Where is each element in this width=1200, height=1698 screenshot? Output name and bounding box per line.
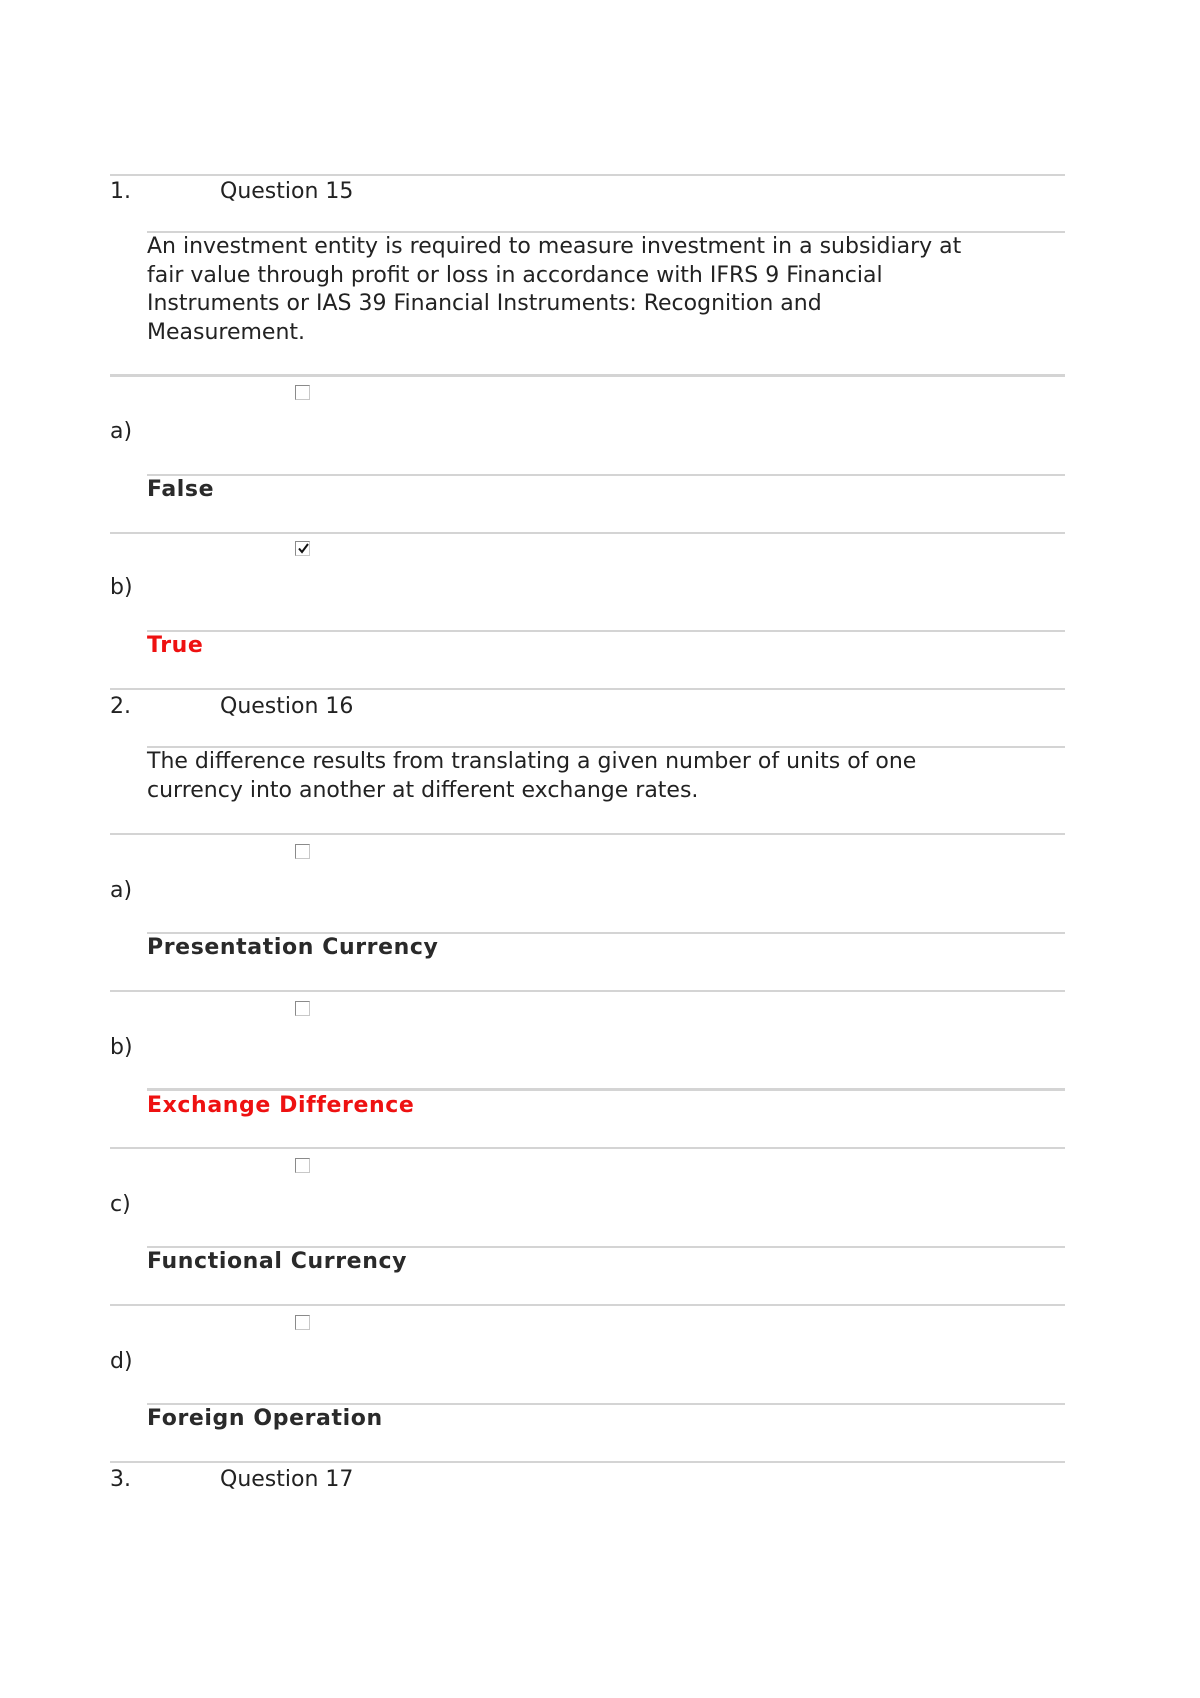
divider <box>110 174 1065 176</box>
option-divider <box>110 1147 1065 1149</box>
divider <box>147 474 1065 476</box>
question-title: Question 16 <box>220 694 354 719</box>
option-divider <box>110 990 1065 992</box>
option-letter: b) <box>110 575 133 600</box>
option-checkbox[interactable] <box>295 385 310 400</box>
question-text: The difference results from translating a given number of units of one currency into another at different exchange rates. <box>147 749 917 803</box>
option-divider <box>110 374 1065 377</box>
check-icon <box>297 542 310 555</box>
option-label: Functional Currency <box>147 1249 408 1274</box>
divider <box>147 932 1065 934</box>
option-label: False <box>147 477 215 502</box>
option-letter: c) <box>110 1192 131 1217</box>
option-label-correct: True <box>147 633 204 658</box>
divider <box>110 1461 1065 1463</box>
option-divider <box>110 1304 1065 1306</box>
question-number: 3. <box>110 1467 131 1492</box>
divider <box>147 1246 1065 1248</box>
option-divider <box>110 532 1065 534</box>
option-letter: d) <box>110 1349 133 1374</box>
divider <box>147 1088 1065 1091</box>
divider <box>147 1403 1065 1405</box>
question-title: Question 15 <box>220 179 354 204</box>
question-text: An investment entity is required to measure investment in a subsidiary at fair value through profit or loss in accordance with IFRS 9 Financial Instruments or IAS 39 Financial Instruments: Recognition and Measurement. <box>147 234 962 345</box>
question-number: 2. <box>110 694 131 719</box>
option-checkbox-checked[interactable] <box>295 541 310 556</box>
option-label-correct: Exchange Difference <box>147 1093 415 1118</box>
divider <box>110 688 1065 690</box>
option-letter: a) <box>110 419 133 444</box>
option-checkbox[interactable] <box>295 844 310 859</box>
option-letter: b) <box>110 1035 133 1060</box>
option-checkbox[interactable] <box>295 1001 310 1016</box>
option-label: Foreign Operation <box>147 1406 383 1431</box>
question-title: Question 17 <box>220 1467 354 1492</box>
question-number: 1. <box>110 179 131 204</box>
option-label: Presentation Currency <box>147 935 439 960</box>
option-checkbox[interactable] <box>295 1315 310 1330</box>
option-divider <box>110 833 1065 835</box>
divider <box>147 630 1065 632</box>
option-checkbox[interactable] <box>295 1158 310 1173</box>
option-letter: a) <box>110 878 133 903</box>
